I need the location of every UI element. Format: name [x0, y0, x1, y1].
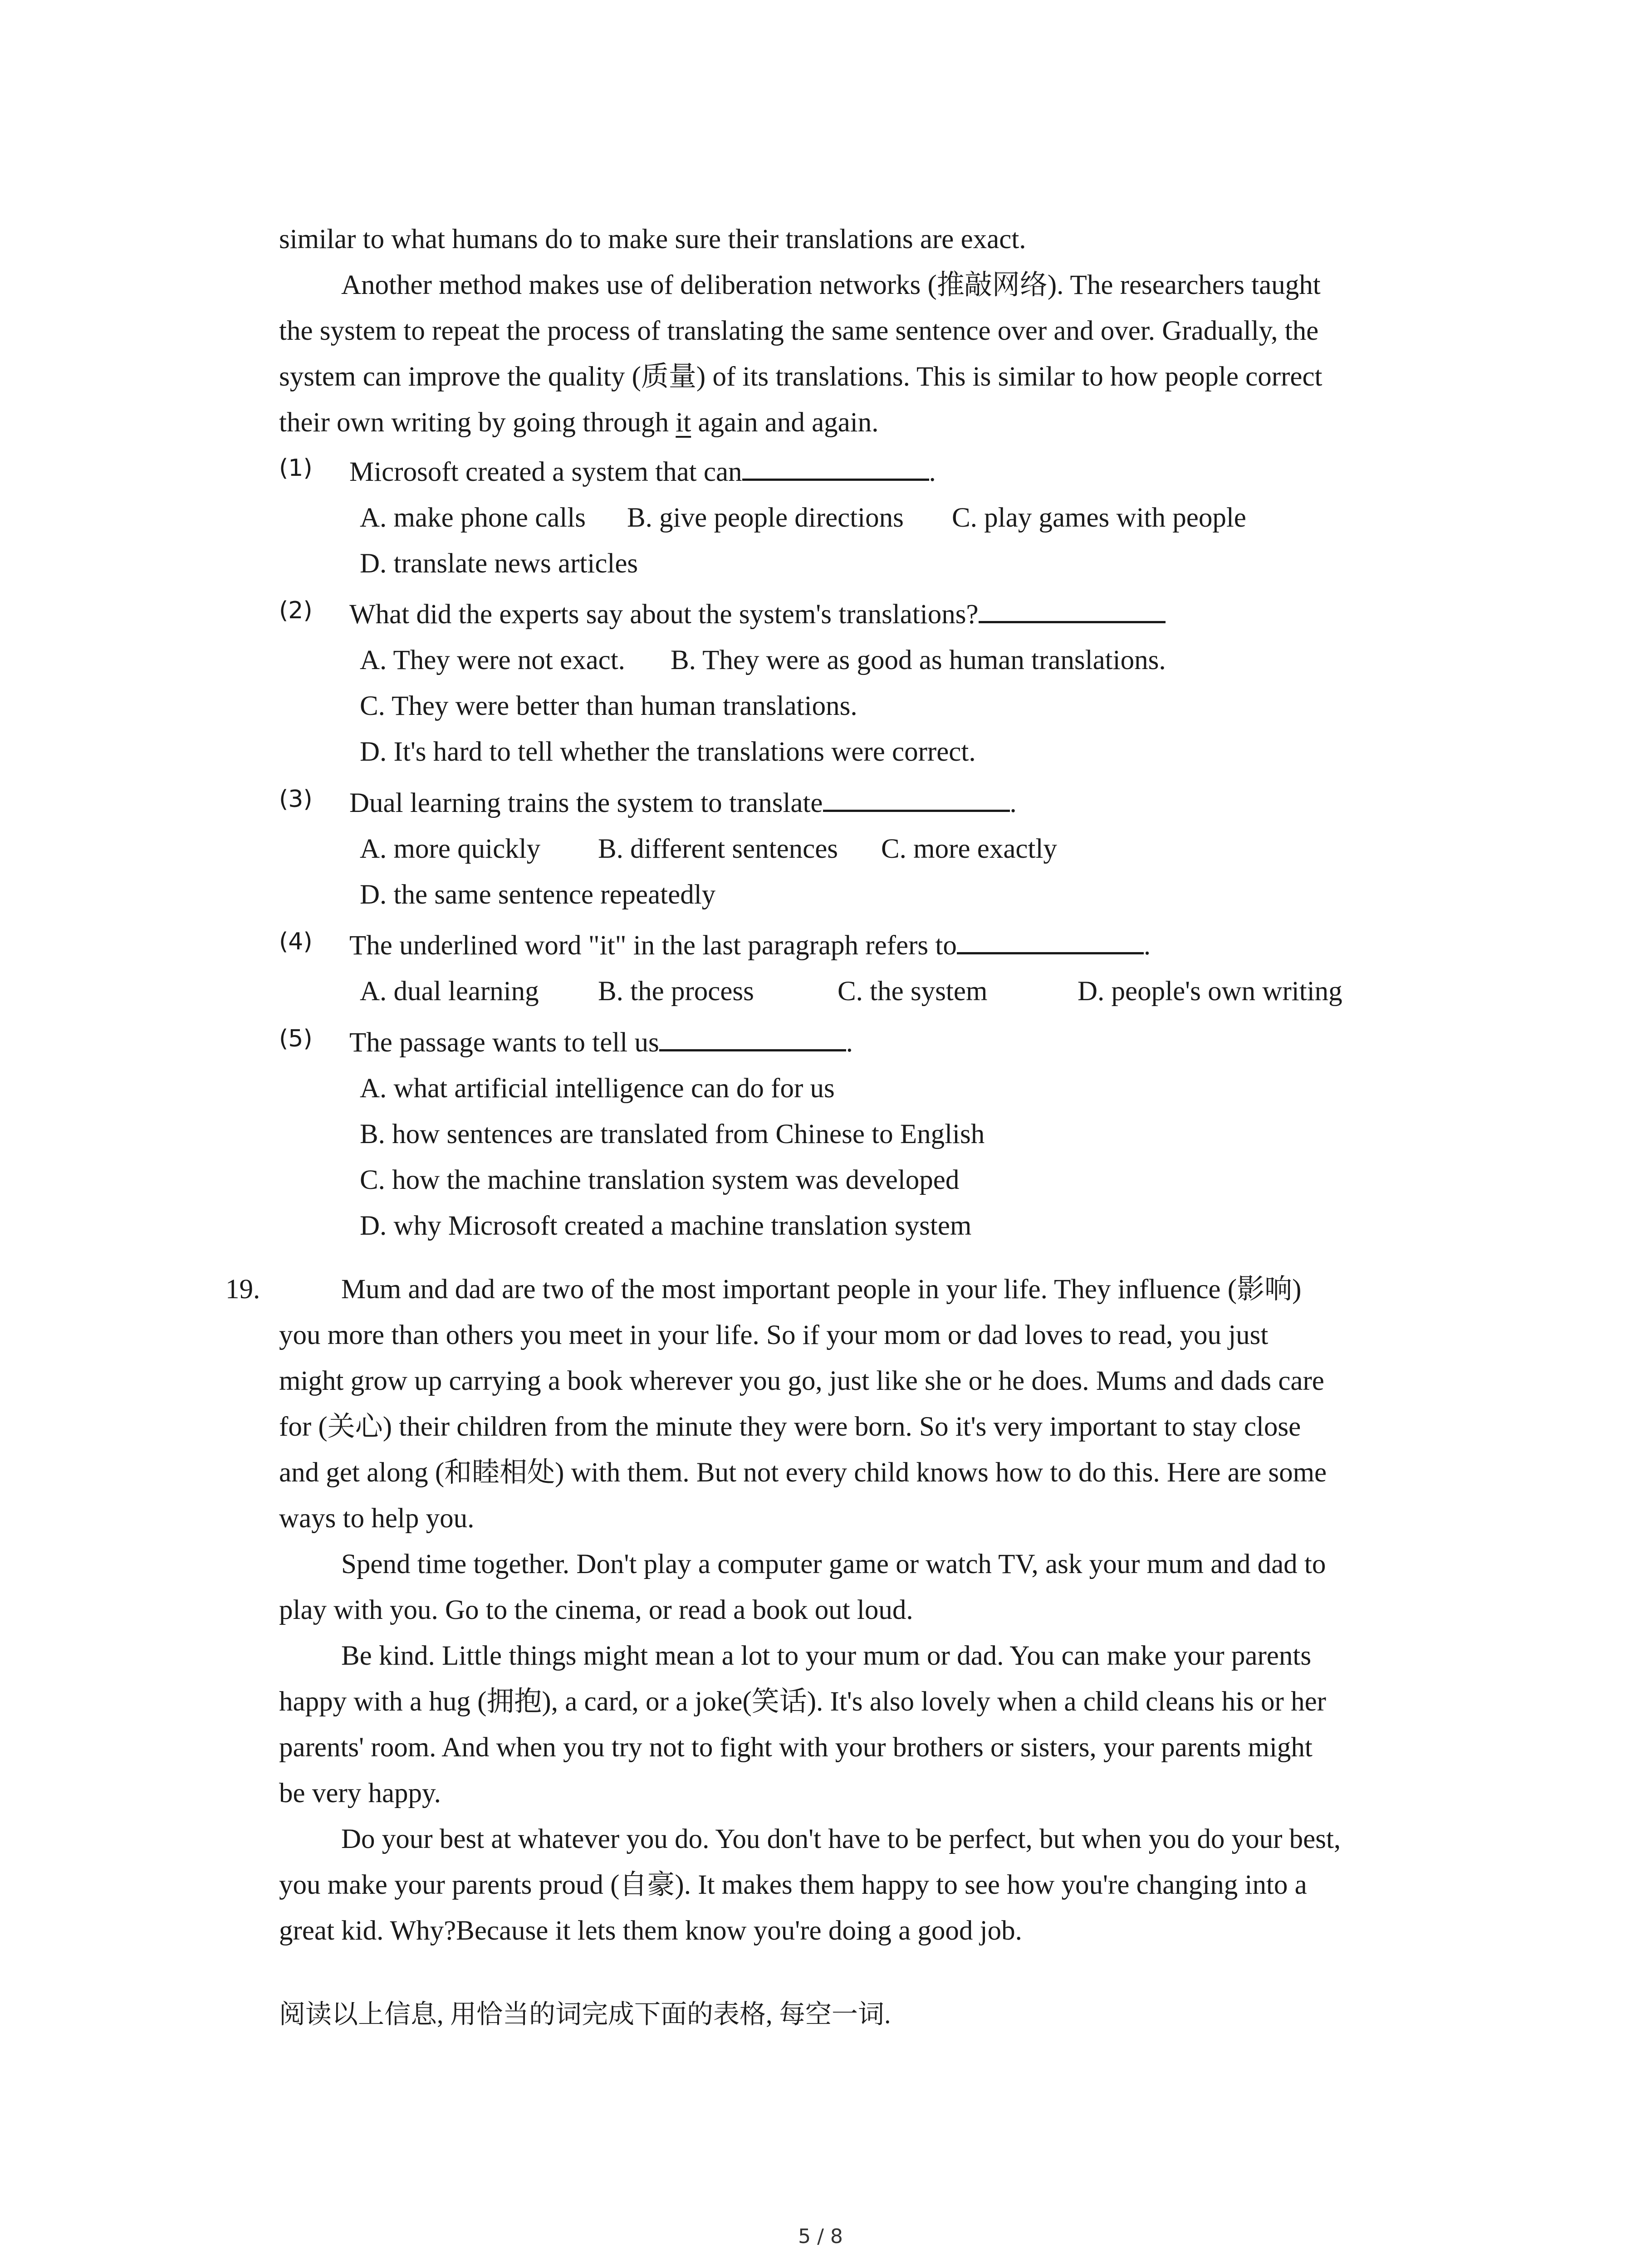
answer-blank[interactable]: [742, 451, 929, 481]
question-stem: The passage wants to tell us: [349, 1027, 659, 1058]
passage1-line: similar to what humans do to make sure their translations are exact.: [279, 224, 1026, 254]
option-d[interactable]: D. It's hard to tell whether the translations were correct.: [360, 737, 976, 767]
option-d[interactable]: D. why Microsoft created a machine translation system: [360, 1211, 972, 1241]
option-c[interactable]: C. They were better than human translations.: [360, 691, 857, 721]
question-number: (3): [279, 786, 313, 813]
question-number: (4): [279, 928, 313, 955]
option-a[interactable]: A. They were not exact.: [360, 645, 625, 675]
passage2-line: be very happy.: [279, 1778, 441, 1809]
option-c[interactable]: C. play games with people: [952, 503, 1246, 533]
question-stem: Dual learning trains the system to translate: [349, 788, 823, 818]
passage2-line: Mum and dad are two of the most important people in your life. They influence (影响): [341, 1274, 1302, 1305]
option-a[interactable]: A. make phone calls: [360, 503, 586, 533]
instruction-text: 阅读以上信息, 用恰当的词完成下面的表格, 每空一词.: [279, 1999, 891, 2029]
passage1-line: system can improve the quality (质量) of its translations. This is similar to how people correct: [279, 362, 1323, 392]
passage1-line: Another method makes use of deliberation networks (推敲网络). The researchers taught: [341, 270, 1321, 300]
option-b[interactable]: B. how sentences are translated from Chinese to English: [360, 1119, 985, 1149]
option-c[interactable]: C. more exactly: [881, 834, 1057, 864]
page-number: 5 / 8: [798, 2225, 843, 2248]
option-b[interactable]: B. give people directions: [627, 503, 904, 533]
question-number: (1): [279, 455, 313, 482]
passage2-line: might grow up carrying a book wherever you go, just like she or he does. Mums and dads care: [279, 1366, 1324, 1396]
option-d[interactable]: D. people's own writing: [1078, 976, 1342, 1007]
passage2-line: you make your parents proud (自豪). It makes them happy to see how you're changing into a: [279, 1870, 1307, 1900]
passage2-line: Spend time together. Don't play a computer game or watch TV, ask your mum and dad to: [341, 1549, 1326, 1579]
answer-blank[interactable]: [659, 1022, 846, 1051]
passage2-line: great kid. Why?Because it lets them know you're doing a good job.: [279, 1916, 1022, 1946]
passage1-line: the system to repeat the process of translating the same sentence over and over. Gradually, the: [279, 316, 1319, 346]
passage1-line: their own writing by going through it again and again.: [279, 407, 879, 438]
option-a[interactable]: A. what artificial intelligence can do for us: [360, 1073, 835, 1104]
underlined-word: it: [676, 407, 691, 438]
option-d[interactable]: D. the same sentence repeatedly: [360, 880, 716, 910]
passage2: [279, 1266, 1459, 1954]
question-number: (2): [279, 597, 313, 624]
passage2-line: parents' room. And when you try not to fight with your brothers or sisters, your parents might: [279, 1732, 1313, 1763]
passage2-line: happy with a hug (拥抱), a card, or a joke(笑话). It's also lovely when a child cleans his or her: [279, 1686, 1326, 1717]
question-number: (5): [279, 1025, 313, 1052]
option-d[interactable]: D. translate news articles: [360, 548, 638, 579]
question-stem: The underlined word "it" in the last paragraph refers to: [349, 930, 957, 961]
passage2-line: Do your best at whatever you do. You don't have to be perfect, but when you do your best,: [341, 1824, 1341, 1854]
question-number-19: 19.: [225, 1274, 260, 1305]
option-b[interactable]: B. They were as good as human translations.: [671, 645, 1166, 675]
passage2-line: and get along (和睦相处) with them. But not every child knows how to do this. Here are some: [279, 1457, 1327, 1488]
answer-blank[interactable]: [979, 594, 1166, 623]
option-c[interactable]: C. how the machine translation system was developed: [360, 1165, 960, 1195]
option-a[interactable]: A. more quickly: [360, 834, 541, 864]
option-b[interactable]: B. different sentences: [598, 834, 838, 864]
passage2-line: for (关心) their children from the minute they were born. So it's very important to stay close: [279, 1412, 1301, 1442]
passage2-line: play with you. Go to the cinema, or read a book out loud.: [279, 1595, 913, 1625]
passage2-line: ways to help you.: [279, 1503, 475, 1534]
passage2-line: Be kind. Little things might mean a lot to your mum or dad. You can make your parents: [341, 1641, 1312, 1671]
answer-blank[interactable]: [957, 925, 1144, 954]
passage1: [279, 216, 1459, 445]
question-stem: What did the experts say about the system's translations?: [349, 599, 979, 630]
option-c[interactable]: C. the system: [838, 976, 988, 1007]
option-b[interactable]: B. the process: [598, 976, 754, 1007]
option-a[interactable]: A. dual learning: [360, 976, 539, 1007]
question-stem: Microsoft created a system that can: [349, 457, 742, 487]
answer-blank[interactable]: [823, 782, 1010, 812]
passage2-line: you more than others you meet in your life. So if your mom or dad loves to read, you just: [279, 1320, 1269, 1350]
